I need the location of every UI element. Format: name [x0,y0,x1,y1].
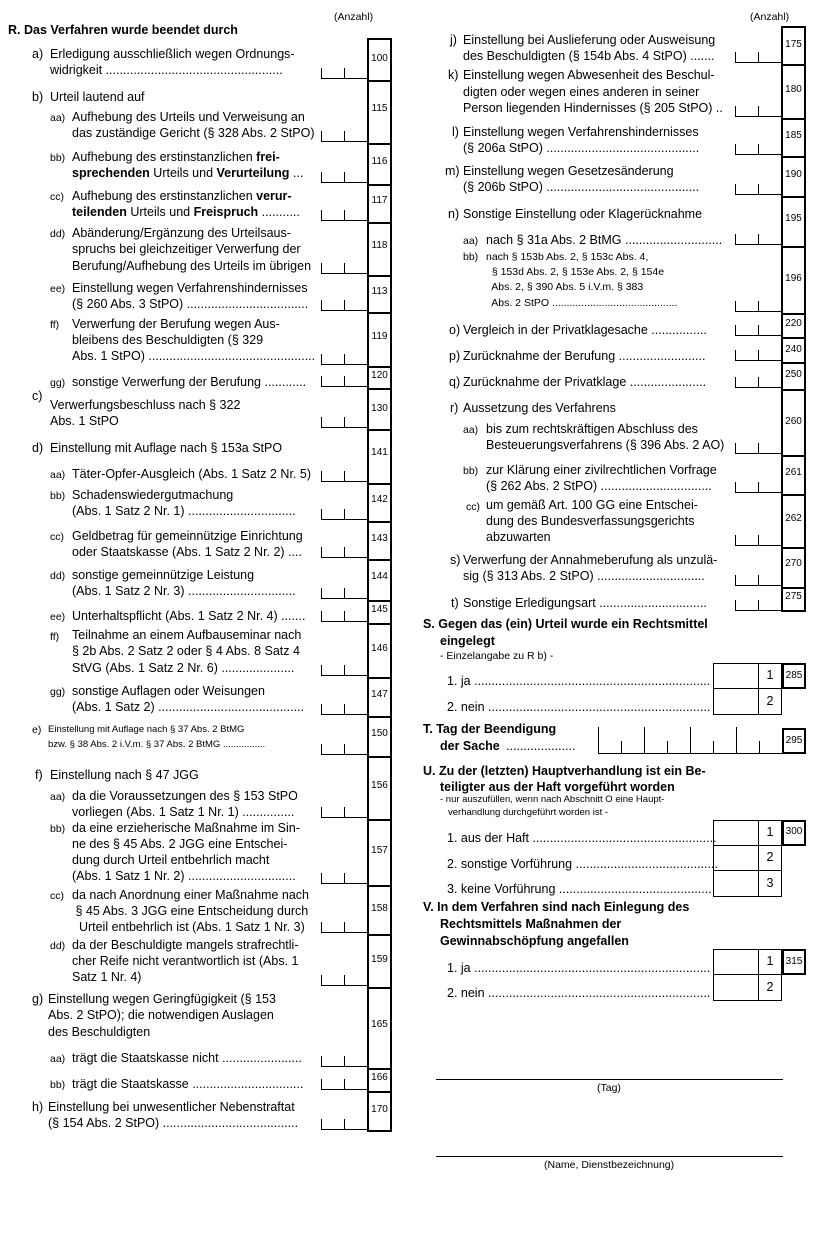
code-170: 170 [371,1104,388,1115]
count-entry-field[interactable] [321,68,367,79]
item-e-text: bzw. § 38 Abs. 2 i.V.m. § 37 Abs. 2 BtMG ................ [48,739,266,750]
count-entry-field[interactable] [321,210,367,221]
item-r-title: Aussetzung des Verfahrens [463,401,616,415]
count-entry-field[interactable] [735,600,781,611]
item-p-text: Zurücknahme der Berufung ......................... [463,349,706,363]
item-letter: bb) [50,823,66,835]
count-entry-field[interactable] [735,482,781,493]
item-c-text: Verwerfungsbeschluss nach § 322 [50,398,241,412]
code-117: 117 [371,195,388,206]
item-b-cc-line1: Aufhebung des erstinstanzlichen verur- [72,189,292,203]
item-d-cc-text: oder Staatskasse (Abs. 1 Satz 2 Nr. 2) .... [72,545,302,559]
count-entry-field[interactable] [735,325,781,336]
count-entry-field[interactable] [321,131,367,142]
item-letter: l) [452,125,459,139]
item-f-bb-text: ne des § 45 Abs. 2 JGG eine Entschei- [72,837,288,851]
item-g-aa-text: trägt die Staatskasse nicht ....................... [72,1051,302,1065]
item-letter: m) [445,164,460,178]
item-letter: bb) [463,251,479,263]
item-d-ff-text: StVG (Abs. 1 Satz 2 Nr. 6) ..................... [72,661,295,675]
option-number: 2 [766,980,774,994]
item-letter: f) [35,768,43,782]
code-145: 145 [371,604,388,615]
section-t-heading: T. Tag der Beendigung [423,722,557,736]
code-262: 262 [785,513,802,524]
count-entry-field[interactable] [321,744,367,755]
answer-box-s-nein[interactable] [713,688,759,715]
item-g-bb-text: trägt die Staatskasse ................................ [72,1077,304,1091]
code-113: 113 [371,286,388,297]
item-letter: aa) [463,424,479,436]
count-entry-field[interactable] [321,611,367,622]
item-n-title: Sonstige Einstellung oder Klagerücknahme [463,207,703,221]
code-260: 260 [785,416,802,427]
code-130: 130 [371,403,388,414]
item-letter: aa) [50,1053,66,1065]
item-c-text: Abs. 1 StPO [50,414,119,428]
code-261: 261 [785,467,802,478]
item-letter: p) [449,349,461,363]
code-159: 159 [371,954,388,965]
item-o-text: Vergleich in der Privatklagesache ................ [463,323,707,337]
item-letter: aa) [50,791,66,803]
item-b-ff-text: bleibens des Beschuldigten (§ 329 [72,333,264,347]
item-letter: s) [450,553,461,567]
code-119: 119 [371,331,388,342]
item-q-text: Zurücknahme der Privatklage ...................... [463,375,707,389]
item-f-aa-text: da die Voraussetzungen des § 153 StPO [72,789,298,803]
item-letter: c) [32,389,43,403]
item-letter: ee) [50,283,66,295]
item-letter: cc) [50,191,64,203]
item-r-bb-text: (§ 262 Abs. 2 StPO) ................................ [486,479,712,493]
section-v-heading: Gewinnabschöpfung angefallen [440,934,629,948]
item-letter: ff) [50,631,60,643]
count-entry-field[interactable] [321,300,367,311]
code-100: 100 [371,53,388,64]
item-d-bb-text: Schadenswiedergutmachung [72,488,234,502]
item-letter: dd) [50,940,66,952]
item-d-gg-text: (Abs. 1 Satz 2) .......................................... [72,700,305,714]
item-b-aa-text: das zuständige Gericht (§ 328 Abs. 2 StPO) [72,126,315,140]
item-l-text: (§ 206a StPO) ............................................ [463,141,700,155]
code-166: 166 [371,1072,388,1083]
item-d-cc-text: Geldbetrag für gemeinnützige Einrichtung [72,529,303,543]
item-r-aa-text: Besteuerungsverfahrens (§ 396 Abs. 2 AO) [486,438,725,452]
item-d-gg-text: sonstige Auflagen oder Weisungen [72,684,265,698]
item-n-bb-text: Abs. 2, § 390 Abs. 5 i.V.m. § 383 [486,281,644,293]
code-196: 196 [785,273,802,284]
code-180: 180 [785,84,802,95]
item-n-aa-text: nach § 31a Abs. 2 BtMG ............................ [486,233,723,247]
code-158: 158 [371,903,388,914]
code-250: 250 [785,369,802,380]
section-s-heading: eingelegt [440,634,495,648]
count-entry-field[interactable] [735,106,781,117]
item-j-text: des Beschuldigten (§ 154b Abs. 4 StPO) ....... [463,49,715,63]
item-k-text: digten oder wegen eines anderen in seiner [463,85,700,99]
item-b-bb-line1: Aufhebung des erstinstanzlichen frei- [72,150,280,164]
section-r-heading: R. Das Verfahren wurde beendet durch [8,23,238,37]
item-letter: ee) [50,611,66,623]
section-u-note: - nur auszufüllen, wenn nach Abschnitt O eine Haupt- [440,794,665,805]
section-v-heading: Rechtsmittels Maßnahmen der [440,917,622,931]
option-u-haft: 1. aus der Haft ..................................................... [447,831,717,845]
answer-box-v-ja[interactable] [713,949,759,975]
section-u-note: verhandlung durchgeführt worden ist - [448,807,609,818]
count-entry-field[interactable] [321,975,367,986]
item-letter: bb) [50,1079,66,1091]
answer-box-u-1[interactable] [713,820,759,846]
item-s-text: sig (§ 313 Abs. 2 StPO) ............................... [463,569,705,583]
item-letter: g) [32,992,44,1006]
option-number: 1 [766,668,774,682]
code-175: 175 [785,39,802,50]
item-a-text: Erledigung ausschließlich wegen Ordnungs- [50,47,295,61]
item-letter: e) [32,724,42,736]
item-e-text: Einstellung mit Auflage nach § 37 Abs. 2 BtMG [48,724,245,735]
count-entry-field[interactable] [321,376,367,387]
item-f-title: Einstellung nach § 47 JGG [50,768,199,782]
item-d-ff-text: Teilnahme an einem Aufbauseminar nach [72,628,302,642]
item-letter: d) [32,441,44,455]
item-letter: cc) [50,531,64,543]
code-315: 315 [785,956,803,967]
count-entry-field[interactable] [321,873,367,884]
code-275: 275 [785,591,802,602]
item-b-cc-line2: teilenden Urteils und Freispruch ........... [72,205,300,219]
item-f-bb-text: (Abs. 1 Satz 1 Nr. 2) ............................... [72,869,296,883]
item-letter: t) [451,596,459,610]
code-270: 270 [785,558,802,569]
item-letter: j) [450,33,457,47]
item-r-cc-text: um gemäß Art. 100 GG eine Entschei- [486,498,698,512]
code-165: 165 [371,1019,388,1030]
item-k-text: Person liegenden Hindernisses (§ 205 StPO) .. [463,101,723,115]
code-157: 157 [371,845,388,856]
section-t-dots: .................... [506,739,576,753]
count-entry-field[interactable] [321,509,367,520]
item-letter: n) [448,207,460,221]
code-115: 115 [371,103,388,114]
item-b-gg-text: sonstige Verwerfung der Berufung ............ [72,375,307,389]
item-letter: o) [449,323,461,337]
section-s-note: - Einzelangabe zu R b) - [440,650,554,662]
code-220: 220 [785,318,802,329]
code-143: 143 [371,533,388,544]
count-header-right: (Anzahl) [750,11,790,23]
code-142: 142 [371,494,388,505]
count-entry-field[interactable] [321,354,367,365]
item-letter: cc) [50,890,64,902]
item-h-text: Einstellung bei unwesentlicher Nebenstraftat [48,1100,295,1114]
option-number: 3 [766,876,774,890]
item-letter: dd) [50,228,66,240]
count-entry-field[interactable] [735,144,781,155]
item-g-text: Einstellung wegen Geringfügigkeit (§ 153 [48,992,276,1006]
item-f-dd-text: cher Reife nicht verantwortlich ist (Abs. 1 [72,954,299,968]
option-s-nein: 2. nein ................................................................ [447,700,711,714]
count-entry-field[interactable] [321,807,367,818]
code-190: 190 [785,169,802,180]
item-r-bb-text: zur Klärung einer zivilrechtlichen Vorfrage [486,463,717,477]
item-f-bb-text: da eine erzieherische Maßnahme im Sin- [72,821,300,835]
item-f-cc-text: § 45 Abs. 3 JGG eine Entscheidung durch [72,904,309,918]
item-f-bb-text: dung durch Urteil entbehrlich macht [72,853,270,867]
date-signature-line[interactable] [436,1079,783,1080]
count-header-left: (Anzahl) [334,11,374,23]
code-147: 147 [371,689,388,700]
option-u-keine: 3. keine Vorführung ............................................. [447,882,716,896]
item-s-text: Verwerfung der Annahmeberufung als unzulä- [463,553,718,567]
date-entry-field[interactable] [598,727,782,754]
count-entry-field[interactable] [321,665,367,676]
item-m-text: (§ 206b StPO) ............................................ [463,180,700,194]
count-entry-field[interactable] [735,443,781,454]
item-letter: q) [449,375,461,389]
count-entry-field[interactable] [321,471,367,482]
option-number: 1 [766,954,774,968]
item-j-text: Einstellung bei Auslieferung oder Ausweisung [463,33,716,47]
count-entry-field[interactable] [321,1056,367,1067]
code-141: 141 [371,447,388,458]
answer-box-v-nein[interactable] [713,974,759,1001]
code-146: 146 [371,643,388,654]
code-185: 185 [785,130,802,141]
code-285: 285 [785,670,803,681]
answer-box-u-3[interactable] [713,870,759,897]
count-entry-field[interactable] [321,1079,367,1090]
code-144: 144 [371,571,388,582]
item-b-ee-text: Einstellung wegen Verfahrenshindernisses [72,281,308,295]
item-n-bb-text: § 153d Abs. 2, § 153e Abs. 2, § 154e [486,266,665,278]
item-b-ff-text: Verwerfung der Berufung wegen Aus- [72,317,280,331]
item-b-title: Urteil lautend auf [50,90,145,104]
item-letter: k) [448,68,459,82]
count-entry-field[interactable] [735,184,781,195]
item-b-bb-line2: sprechenden Urteils und Verurteilung ... [72,166,304,180]
code-195: 195 [785,213,802,224]
code-295: 295 [785,735,803,746]
section-v-heading: V. In dem Verfahren sind nach Einlegung des [423,900,690,914]
count-entry-field[interactable] [735,575,781,586]
date-label: (Tag) [597,1082,621,1094]
count-entry-field[interactable] [321,263,367,274]
count-entry-field[interactable] [735,234,781,245]
item-h-text: (§ 154 Abs. 2 StPO) ....................................... [48,1116,299,1130]
count-entry-field[interactable] [321,922,367,933]
item-b-ff-text: Abs. 1 StPO) ................................................ [72,349,316,363]
item-r-cc-text: abzuwarten [486,530,551,544]
item-g-text: des Beschuldigten [48,1025,151,1039]
item-b-aa-text: Aufhebung des Urteils und Verweisung an [72,110,305,124]
item-letter: h) [32,1100,44,1114]
item-f-dd-text: Satz 1 Nr. 4) [72,970,142,984]
item-d-aa-text: Täter-Opfer-Ausgleich (Abs. 1 Satz 2 Nr. 5) [72,467,311,481]
option-v-nein: 2. nein ................................................................ [447,986,711,1000]
count-entry-field[interactable] [735,52,781,63]
item-letter: b) [32,90,44,104]
item-f-cc-text: Urteil entbehrlich ist (Abs. 1 Satz 1 Nr. 3) [72,920,305,934]
item-letter: aa) [50,112,66,124]
item-d-title: Einstellung mit Auflage nach § 153a StPO [50,441,283,455]
answer-box-s-ja[interactable] [713,663,759,689]
item-f-dd-text: da der Beschuldigte mangels strafrechtli- [72,938,299,952]
option-u-sonstige: 2. sonstige Vorführung ......................................... [447,857,718,871]
count-entry-field[interactable] [321,1119,367,1130]
item-t-text: Sonstige Erledigungsart ............................... [463,596,707,610]
item-letter: bb) [50,490,66,502]
option-number: 2 [766,850,774,864]
item-letter: dd) [50,570,66,582]
code-156: 156 [371,780,388,791]
option-s-ja: 1. ja .................................................................... [447,674,711,688]
count-entry-field[interactable] [321,547,367,558]
code-120: 120 [371,370,388,381]
count-entry-field[interactable] [735,350,781,361]
code-300: 300 [785,826,803,837]
name-signature-line[interactable] [436,1156,783,1157]
section-s-heading: S. Gegen das (ein) Urteil wurde ein Rechtsmittel [423,617,708,631]
item-letter: aa) [463,235,479,247]
code-150: 150 [371,728,388,739]
item-n-bb-text: Abs. 2 StPO ........................................... [486,297,678,309]
section-u-heading: U. Zu der (letzten) Hauptverhandlung ist ein Be- [423,764,706,778]
item-m-text: Einstellung wegen Gesetzesänderung [463,164,674,178]
item-letter: aa) [50,469,66,481]
section-t-heading: der Sache [440,739,500,753]
item-letter: bb) [463,465,479,477]
item-b-dd-text: Berufung/Aufhebung des Urteils im übrigen [72,259,312,273]
code-240: 240 [785,344,802,355]
item-r-cc-text: dung des Bundesverfassungsgerichts [486,514,695,528]
count-entry-field[interactable] [321,588,367,599]
item-b-dd-text: Abänderung/Ergänzung des Urteilsaus- [72,226,291,240]
item-b-dd-text: spruchs bei gleichzeitiger Verwerfung der [72,242,301,256]
item-letter: ff) [50,319,60,331]
item-r-aa-text: bis zum rechtskräftigen Abschluss des [486,422,698,436]
item-letter: r) [450,401,459,415]
item-letter: gg) [50,377,66,389]
item-f-cc-text: da nach Anordnung einer Maßnahme nach [72,888,309,902]
item-a-text: widrigkeit ................................................... [50,63,283,77]
answer-box-u-2[interactable] [713,845,759,871]
item-f-aa-text: vorliegen (Abs. 1 Satz 1 Nr. 1) ............... [72,805,295,819]
option-v-ja: 1. ja .................................................................... [447,961,711,975]
item-n-bb-text: nach § 153b Abs. 2, § 153c Abs. 4, [486,251,649,263]
item-letter: gg) [50,686,66,698]
count-entry-field[interactable] [735,301,781,312]
code-116: 116 [371,156,388,167]
item-k-text: Einstellung wegen Abwesenheit des Beschul- [463,68,715,82]
item-g-text: Abs. 2 StPO); die notwendigen Auslagen [48,1008,274,1022]
item-d-dd-text: (Abs. 1 Satz 2 Nr. 3) ............................... [72,584,296,598]
item-d-bb-text: (Abs. 1 Satz 2 Nr. 1) ............................... [72,504,296,518]
item-d-dd-text: sonstige gemeinnützige Leistung [72,568,255,582]
item-letter: a) [32,47,44,61]
code-118: 118 [371,240,388,251]
item-d-ff-text: § 2b Abs. 2 Satz 2 oder § 4 Abs. 8 Satz 4 [72,644,300,658]
count-entry-field[interactable] [321,417,367,428]
item-letter: cc) [466,501,480,513]
name-label: (Name, Dienstbezeichnung) [544,1159,675,1171]
item-b-ee-text: (§ 260 Abs. 3 StPO) ................................... [72,297,309,311]
section-u-heading: teiligter aus der Haft vorgeführt worden [440,780,675,794]
item-d-ee-text: Unterhaltspflicht (Abs. 1 Satz 2 Nr. 4) ....... [72,609,306,623]
item-l-text: Einstellung wegen Verfahrenshindernisses [463,125,699,139]
option-number: 2 [766,694,774,708]
item-letter: bb) [50,152,66,164]
count-entry-field[interactable] [321,704,367,715]
count-entry-field[interactable] [321,172,367,183]
count-entry-field[interactable] [735,535,781,546]
option-number: 1 [766,825,774,839]
count-entry-field[interactable] [735,377,781,388]
